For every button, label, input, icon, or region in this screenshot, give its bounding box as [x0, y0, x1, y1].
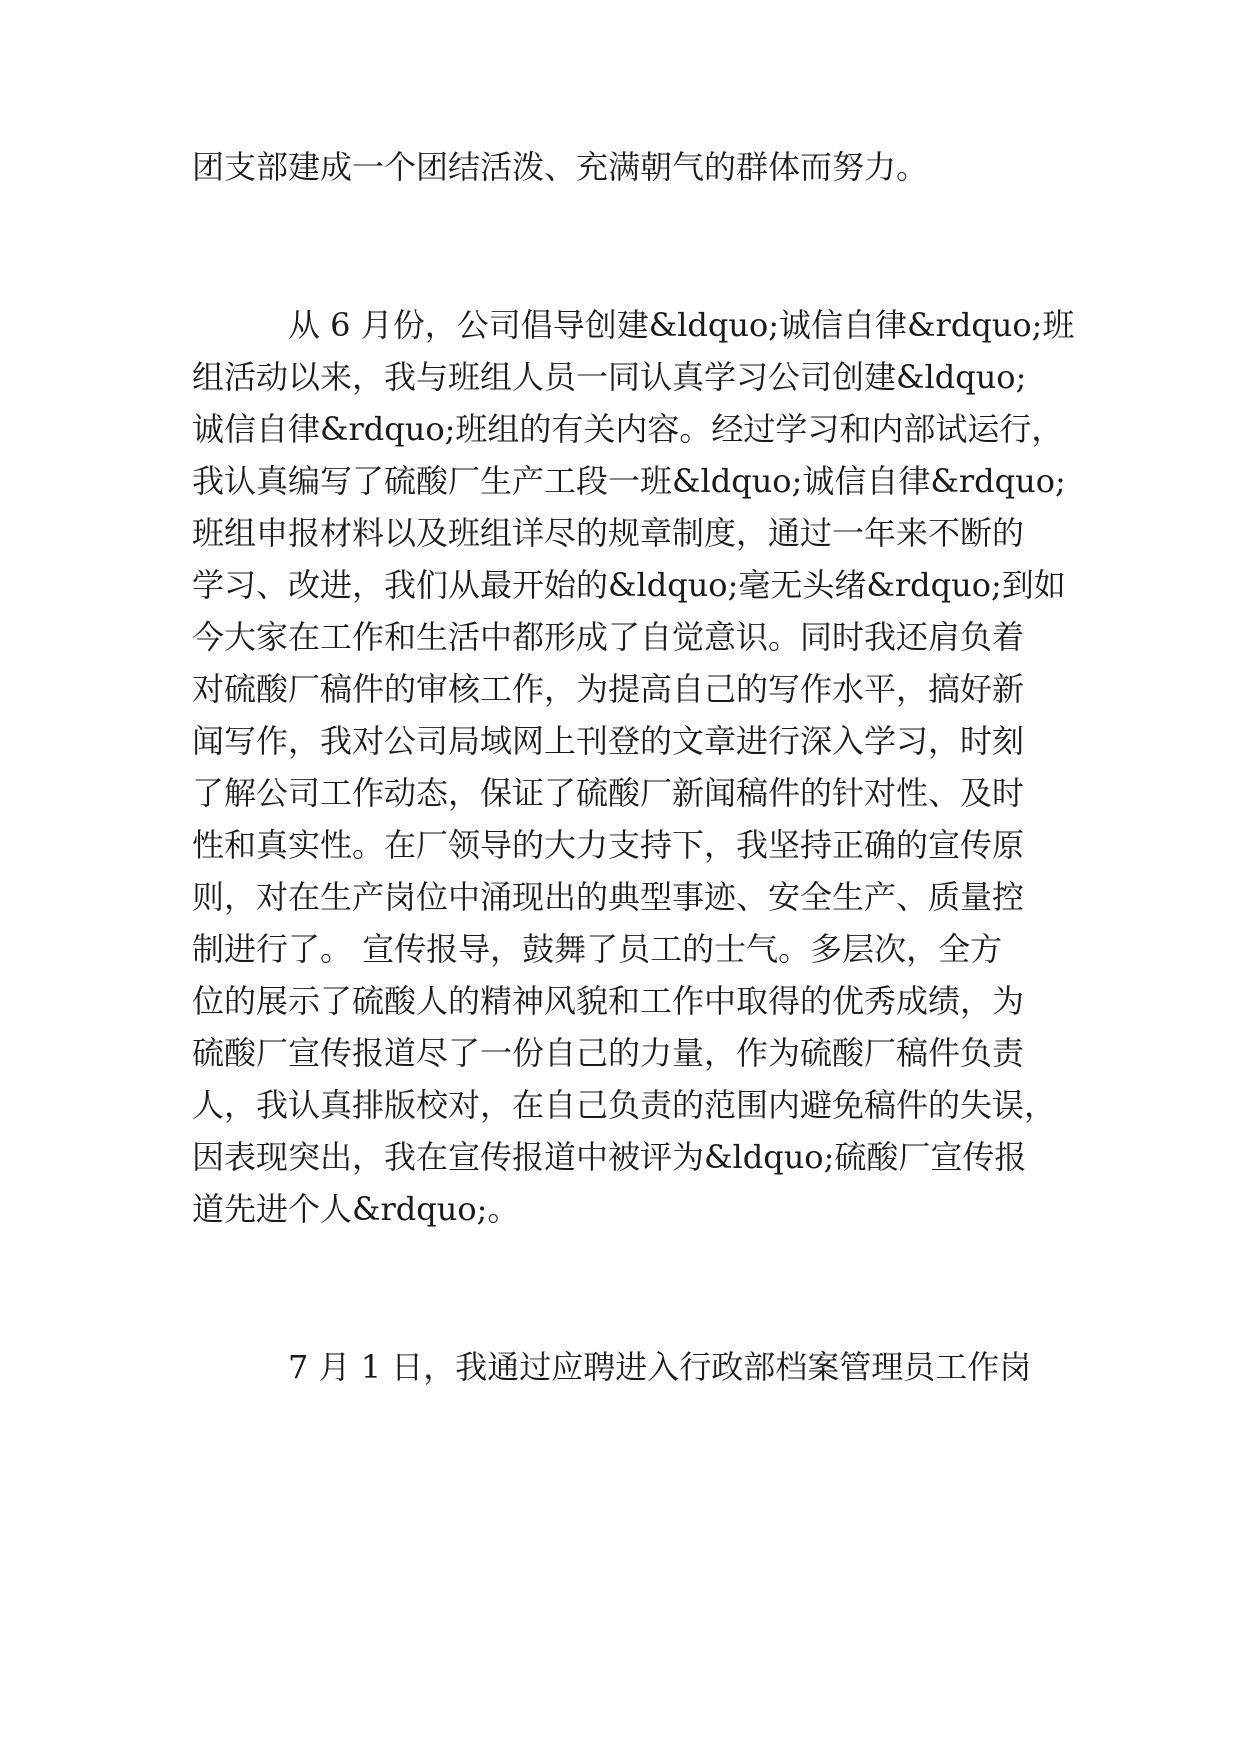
- text-line: 今大家在工作和生活中都形成了自觉意识。同时我还肩负着: [192, 618, 1025, 656]
- text-line: 学习、改进，我们从最开始的&ldquo;毫无头绪&rdquo;到如: [192, 566, 1066, 604]
- text-line: 诚信自律&rdquo;班组的有关内容。经过学习和内部试运行，: [192, 410, 1064, 448]
- text-line: 硫酸厂宣传报道尽了一份自己的力量，作为硫酸厂稿件负责: [192, 1034, 1025, 1072]
- text-line: 从 6 月份，公司倡导创建&ldquo;诚信自律&rdquo;班: [192, 306, 1075, 344]
- text-line: 闻写作，我对公司局域网上刊登的文章进行深入学习，时刻: [192, 722, 1025, 760]
- text-line: 则，对在生产岗位中涌现出的典型事迹、安全生产、质量控: [192, 878, 1025, 916]
- text-line: 性和真实性。在厂领导的大力支持下，我坚持正确的宣传原: [192, 826, 1025, 864]
- text-line: 班组申报材料以及班组详尽的规章制度，通过一年来不断的: [192, 514, 1025, 552]
- text-line: 了解公司工作动态，保证了硫酸厂新闻稿件的针对性、及时: [192, 774, 1025, 812]
- text-line: 因表现突出，我在宣传报道中被评为&ldquo;硫酸厂宣传报: [192, 1138, 1027, 1176]
- text-line: 道先进个人&rdquo;。: [192, 1190, 520, 1228]
- text-line: 组活动以来，我与班组人员一同认真学习公司创建&ldquo;: [192, 358, 1027, 396]
- text-line: 人，我认真排版校对，在自己负责的范围内避免稿件的失误，: [192, 1086, 1057, 1124]
- text-line: 我认真编写了硫酸厂生产工段一班&ldquo;诚信自律&rdquo;: [192, 462, 1066, 500]
- text-line: 7 月 1 日，我通过应聘进入行政部档案管理员工作岗: [192, 1348, 1032, 1386]
- text-line: 团支部建成一个团结活泼、充满朝气的群体而努力。: [192, 148, 929, 186]
- text-line: 位的展示了硫酸人的精神风貌和工作中取得的优秀成绩，为: [192, 982, 1025, 1020]
- text-line: 对硫酸厂稿件的审核工作，为提高自己的写作水平，搞好新: [192, 670, 1025, 708]
- text-line: 制进行了。 宣传报导，鼓舞了员工的士气。多层次，全方: [192, 930, 1003, 968]
